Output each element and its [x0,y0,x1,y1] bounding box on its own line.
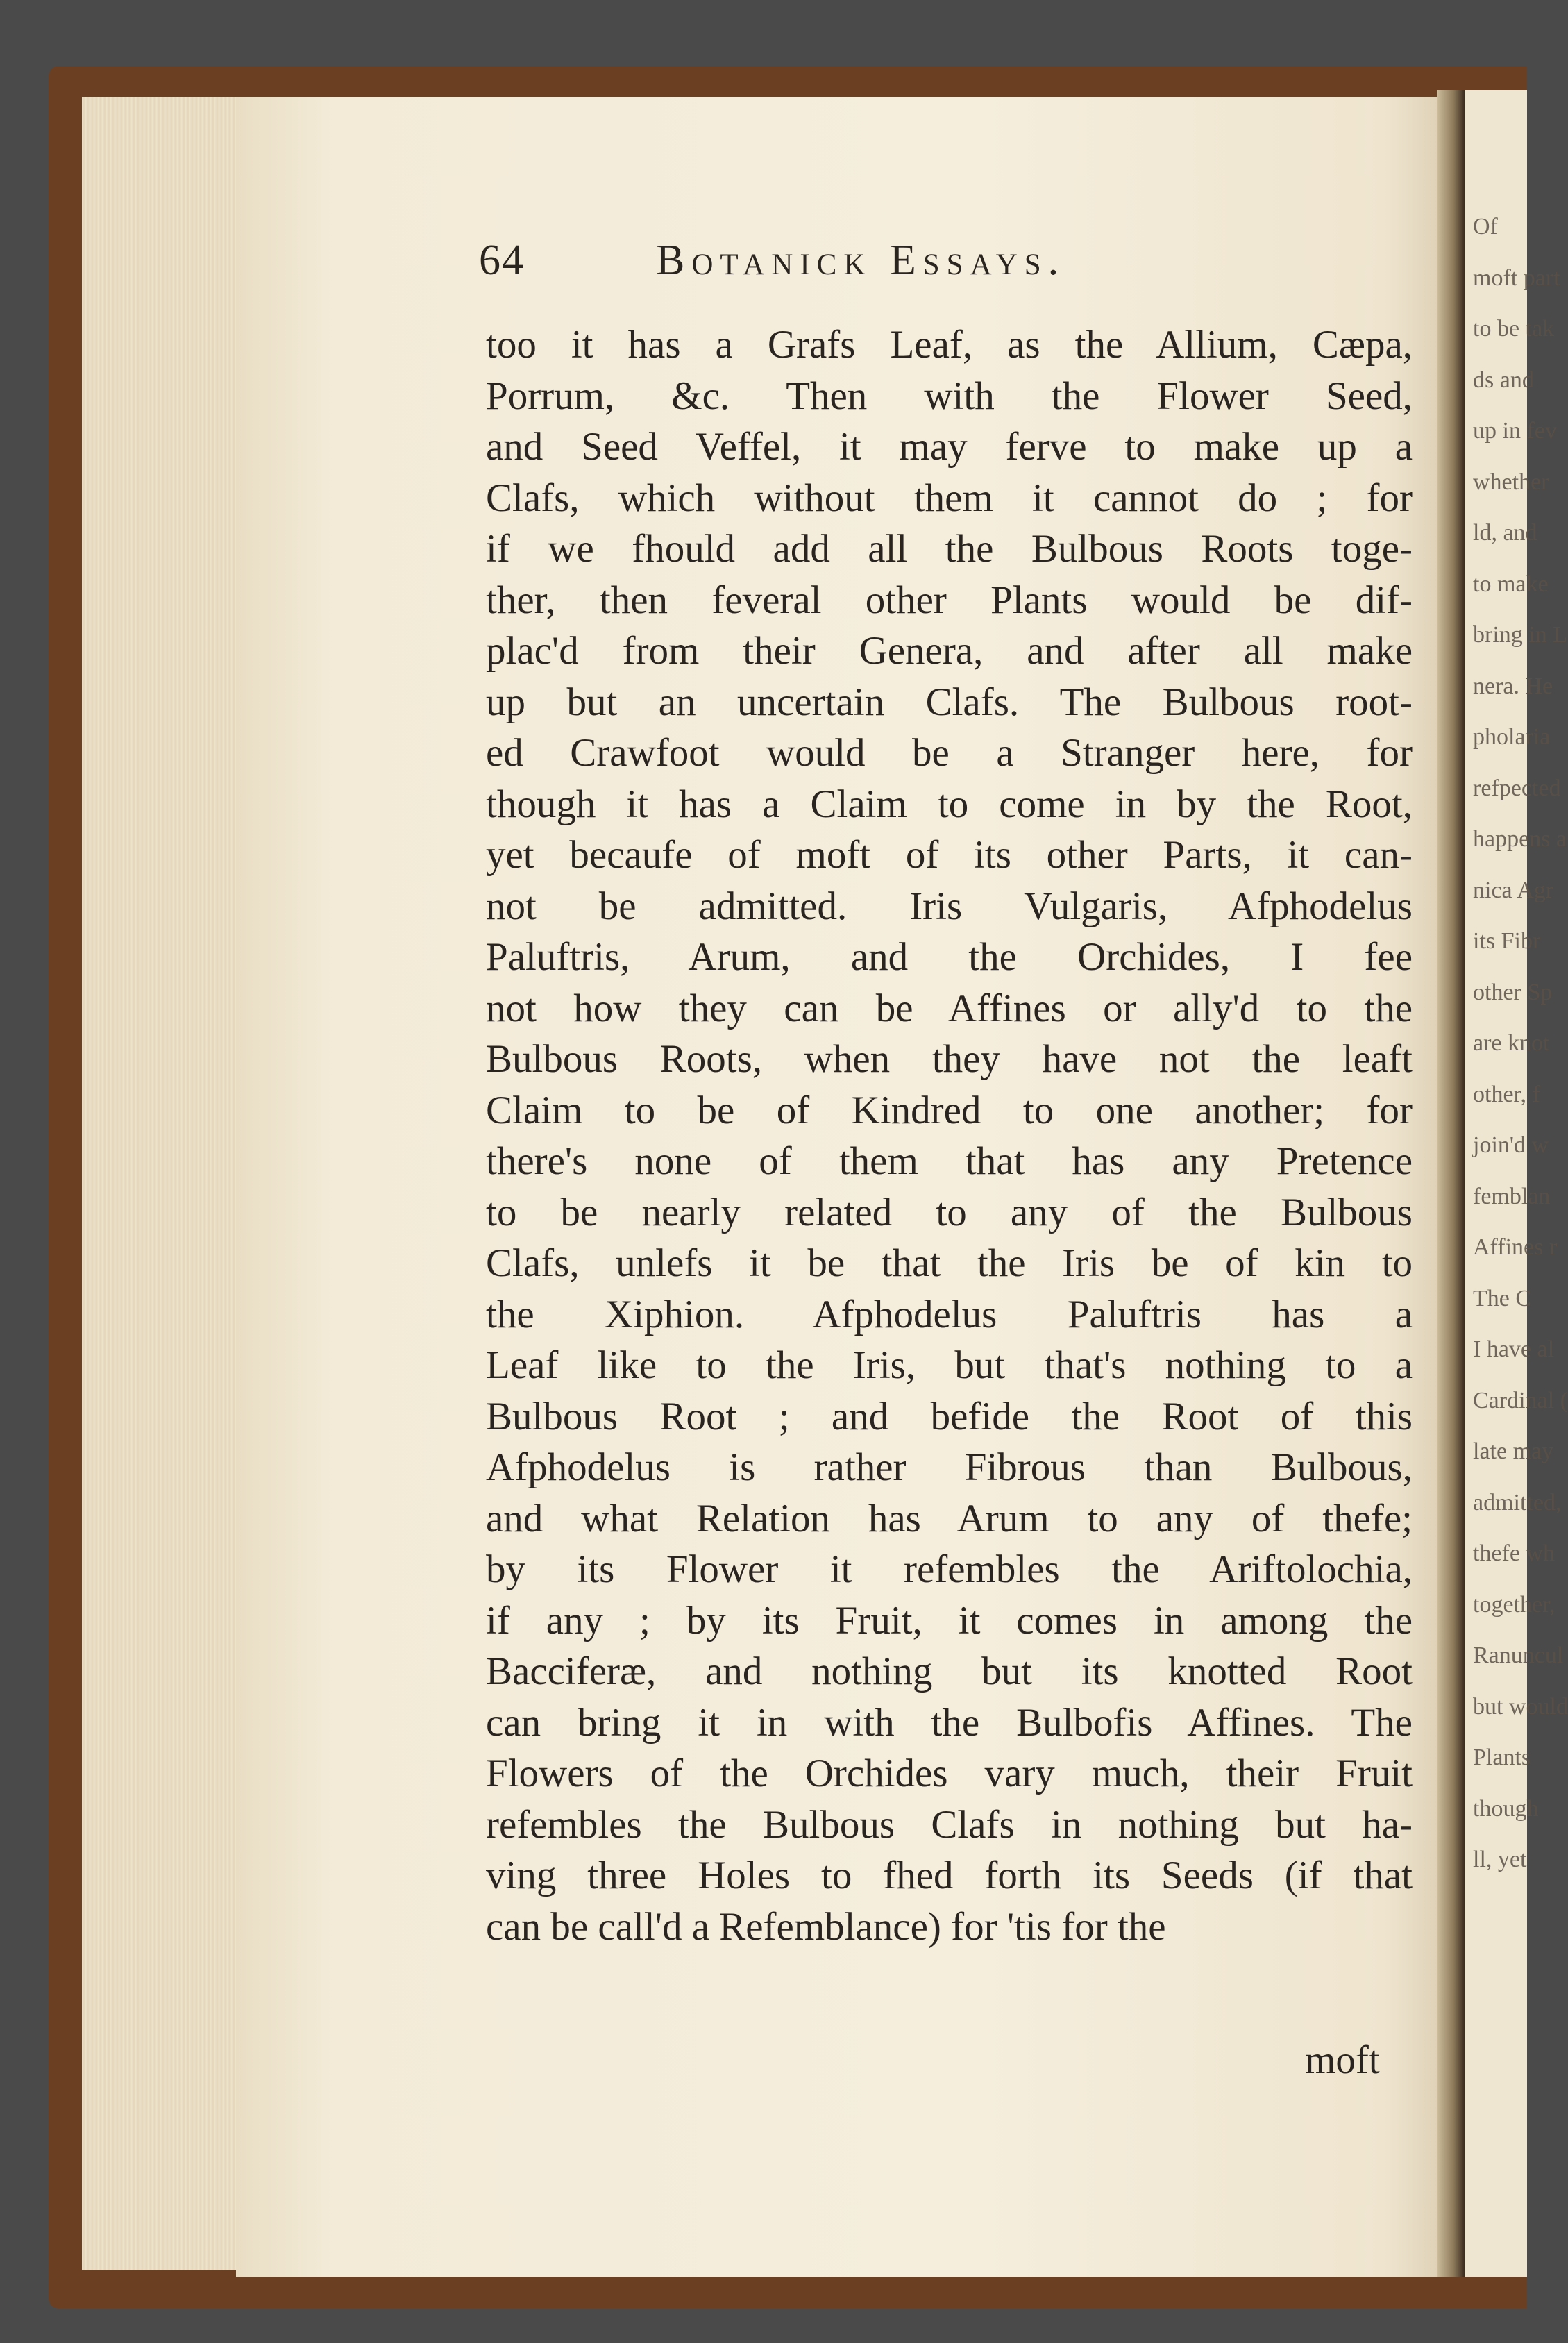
facing-page-fragment: together, [1473,1591,1556,1618]
text-line: if we fhould add all the Bulbous Roots toge- [486,527,1413,571]
facing-page-fragment: moft part [1473,264,1560,291]
facing-page-fragment: to make [1473,571,1549,597]
running-title: Botanick Essays. [656,237,1066,284]
gutter [1437,90,1465,2277]
facing-page-fragment: join'd w [1473,1132,1549,1158]
text-line: to be nearly related to any of the Bulbous [486,1190,1413,1234]
facing-page-fragment: Ranuncul [1473,1643,1564,1668]
text-line: Paluftris, Arum, and the Orchides, I fee [486,935,1413,979]
text-line: too it has a Grafs Leaf, as the Allium, Cæpa, [486,323,1413,367]
text-line: Porrum, &c. Then with the Flower Seed, [486,373,1413,418]
facing-page-fragment: refpected [1473,775,1561,801]
text-line: not how they can be Affines or ally'd to the [486,986,1413,1030]
text-line: though it has a Claim to come in by the Root, [486,782,1413,826]
facing-page-fragment: other Sp [1473,979,1553,1005]
text-line: plac'd from their Genera, and after all make [486,629,1413,673]
facing-page-fragment: femblan [1473,1183,1551,1209]
facing-page-fragment: whether [1473,469,1549,495]
facing-page-fragment: other, f [1473,1081,1540,1107]
catchword: moft [1305,2038,1380,2082]
facing-page-fragment: nera. He [1473,673,1553,699]
page-number: 64 [479,237,525,284]
facing-page-fragment: pholaria [1473,724,1551,750]
facing-page-fragment: late may [1473,1438,1554,1464]
facing-page-fragment: up in fev [1473,418,1557,444]
facing-page-fragment: Plants [1473,1745,1531,1770]
facing-page-fragment: ds and [1473,367,1534,393]
text-line: Bacciferæ, and nothing but its knotted Root [486,1649,1413,1693]
body-text [486,319,1413,1952]
facing-page-fragment: ll, yet [1473,1847,1527,1872]
facing-page-fragment: Of [1473,214,1498,240]
facing-page-fragment: Affines r [1473,1234,1558,1260]
text-line: Flowers of the Orchides vary much, their Fruit [486,1752,1413,1795]
facing-page [1465,90,1568,2277]
text-line: can be call'd a Refemblance) for 'tis for the [486,1904,1166,1949]
text-line: Bulbous Roots, when they have not the leaft [486,1037,1413,1081]
text-line: ther, then feveral other Plants would be dif- [486,578,1413,622]
text-line: Leaf like to the Iris, but that's nothing to a [486,1343,1413,1387]
running-header [479,236,1409,299]
text-line: Clafs, which without them it cannot do ; for [486,476,1413,520]
facing-page-fragment: happens a [1473,826,1567,852]
text-line: up but an uncertain Clafs. The Bulbous root- [486,680,1413,724]
text-line: ed Crawfoot would be a Stranger here, for [486,731,1413,775]
text-line: there's none of them that has any Pretence [486,1139,1413,1183]
facing-page-fragment: ld, and [1473,520,1537,546]
text-line: ving three Holes to fhed forth its Seeds (if that [486,1854,1413,1897]
text-line: refembles the Bulbous Clafs in nothing but ha- [486,1802,1413,1847]
text-line: Bulbous Root ; and befide the Root of this [486,1394,1413,1438]
text-line: can bring it in with the Bulbofis Affines. The [486,1700,1413,1745]
facing-page-fragment: but would [1473,1693,1568,1720]
facing-page-fragment: nica Agr [1473,877,1554,903]
text-line: Claim to be of Kindred to one another; for [486,1088,1413,1132]
facing-page-fragment: its Fibr [1473,928,1541,954]
text-line: not be admitted. Iris Vulgaris, Afphodelus [486,884,1413,928]
facing-page-text [1465,90,1568,1886]
facing-page-fragment: are knot [1473,1030,1550,1056]
text-line: Afphodelus is rather Fibrous than Bulbous, [486,1445,1413,1489]
facing-page-fragment: to be tak [1473,316,1555,342]
text-line: the Xiphion. Afphodelus Paluftris has a [486,1292,1413,1336]
text-line: by its Flower it refembles the Ariftolochia, [486,1547,1413,1591]
facing-page-fragment: thefe wh [1473,1540,1556,1566]
facing-page-fragment: The C [1473,1285,1532,1311]
facing-page-fragment: Cardinal ( [1473,1387,1568,1413]
facing-page-fragment: though [1473,1795,1539,1822]
text-line: yet becaufe of moft of its other Parts, it can- [486,833,1413,877]
page-edges [82,97,255,2270]
text-line: if any ; by its Fruit, it comes in among the [486,1598,1413,1643]
facing-page-fragment: I have al [1473,1336,1555,1362]
text-line: and what Relation has Arum to any of thefe; [486,1496,1413,1540]
text-line: Clafs, unlefs it be that the Iris be of kin to [486,1241,1413,1285]
text-line: and Seed Veffel, it may ferve to make up a [486,425,1413,469]
facing-page-fragment: bring in L [1473,622,1567,648]
facing-page-fragment: admitted, [1473,1489,1562,1515]
